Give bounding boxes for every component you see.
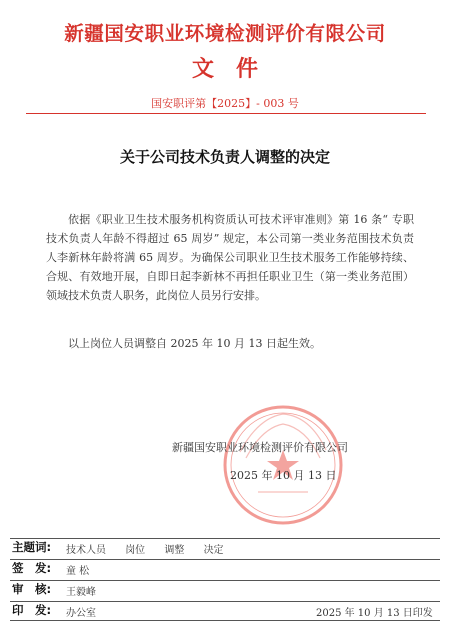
meta-divider xyxy=(10,601,440,602)
meta-divider xyxy=(10,559,440,560)
document-type-heading: 文件 xyxy=(191,57,280,82)
signature-organization: 新疆国安职业环境检测评价有限公司 xyxy=(172,441,348,454)
keyword: 决定 xyxy=(203,545,224,556)
paragraph-text: 以上岗位人员调整自 2025 年 10 月 13 日起生效。 xyxy=(68,337,321,350)
issuer-label: 签 发: xyxy=(12,561,52,575)
distribution-target: 办公室 xyxy=(66,608,96,619)
distribution-label: 印 发: xyxy=(12,603,52,617)
document-title: 关于公司技术负责人调整的决定 xyxy=(119,148,330,166)
print-date: 2025 年 10 月 13 日印发 xyxy=(316,608,433,619)
signature-date: 2025 年 10 月 13 日 xyxy=(230,469,337,482)
document-number: 国安职评第【2025】- 003 号 xyxy=(151,97,299,110)
paragraph-text: 依据《职业卫生技术服务机构资质认可技术评审准则》第 16 条“ 专职技术负责人年龄不得超过 65 周岁” 规定，本公司第一类业务范围技术负责人李新林年龄将满 65 周岁。为确保公司职业卫生技术服务工作能够持续、合规、有效地开展，自即日起李新林不再担任职业卫生（第一类业务范围）领域技术负责人职务，此岗位人员另行安排。 xyxy=(46,213,414,302)
keyword: 岗位 xyxy=(125,545,146,556)
subject-label: 主题词: xyxy=(12,540,52,554)
keyword: 技术人员 xyxy=(66,545,106,556)
reviewer-name: 王毅峰 xyxy=(66,587,96,598)
red-divider-line xyxy=(26,113,426,114)
keywords-list xyxy=(66,541,240,556)
reviewer-label: 审 核: xyxy=(12,582,52,596)
meta-divider xyxy=(10,620,440,621)
meta-divider xyxy=(10,538,440,539)
body-paragraph-2 xyxy=(46,334,414,353)
meta-divider xyxy=(10,580,440,581)
organization-header: 新疆国安职业环境检测评价有限公司 xyxy=(64,22,386,45)
keyword: 调整 xyxy=(164,545,185,556)
body-paragraph-1 xyxy=(46,210,414,305)
official-seal-icon xyxy=(218,400,348,530)
issuer-name: 童 松 xyxy=(66,566,90,577)
